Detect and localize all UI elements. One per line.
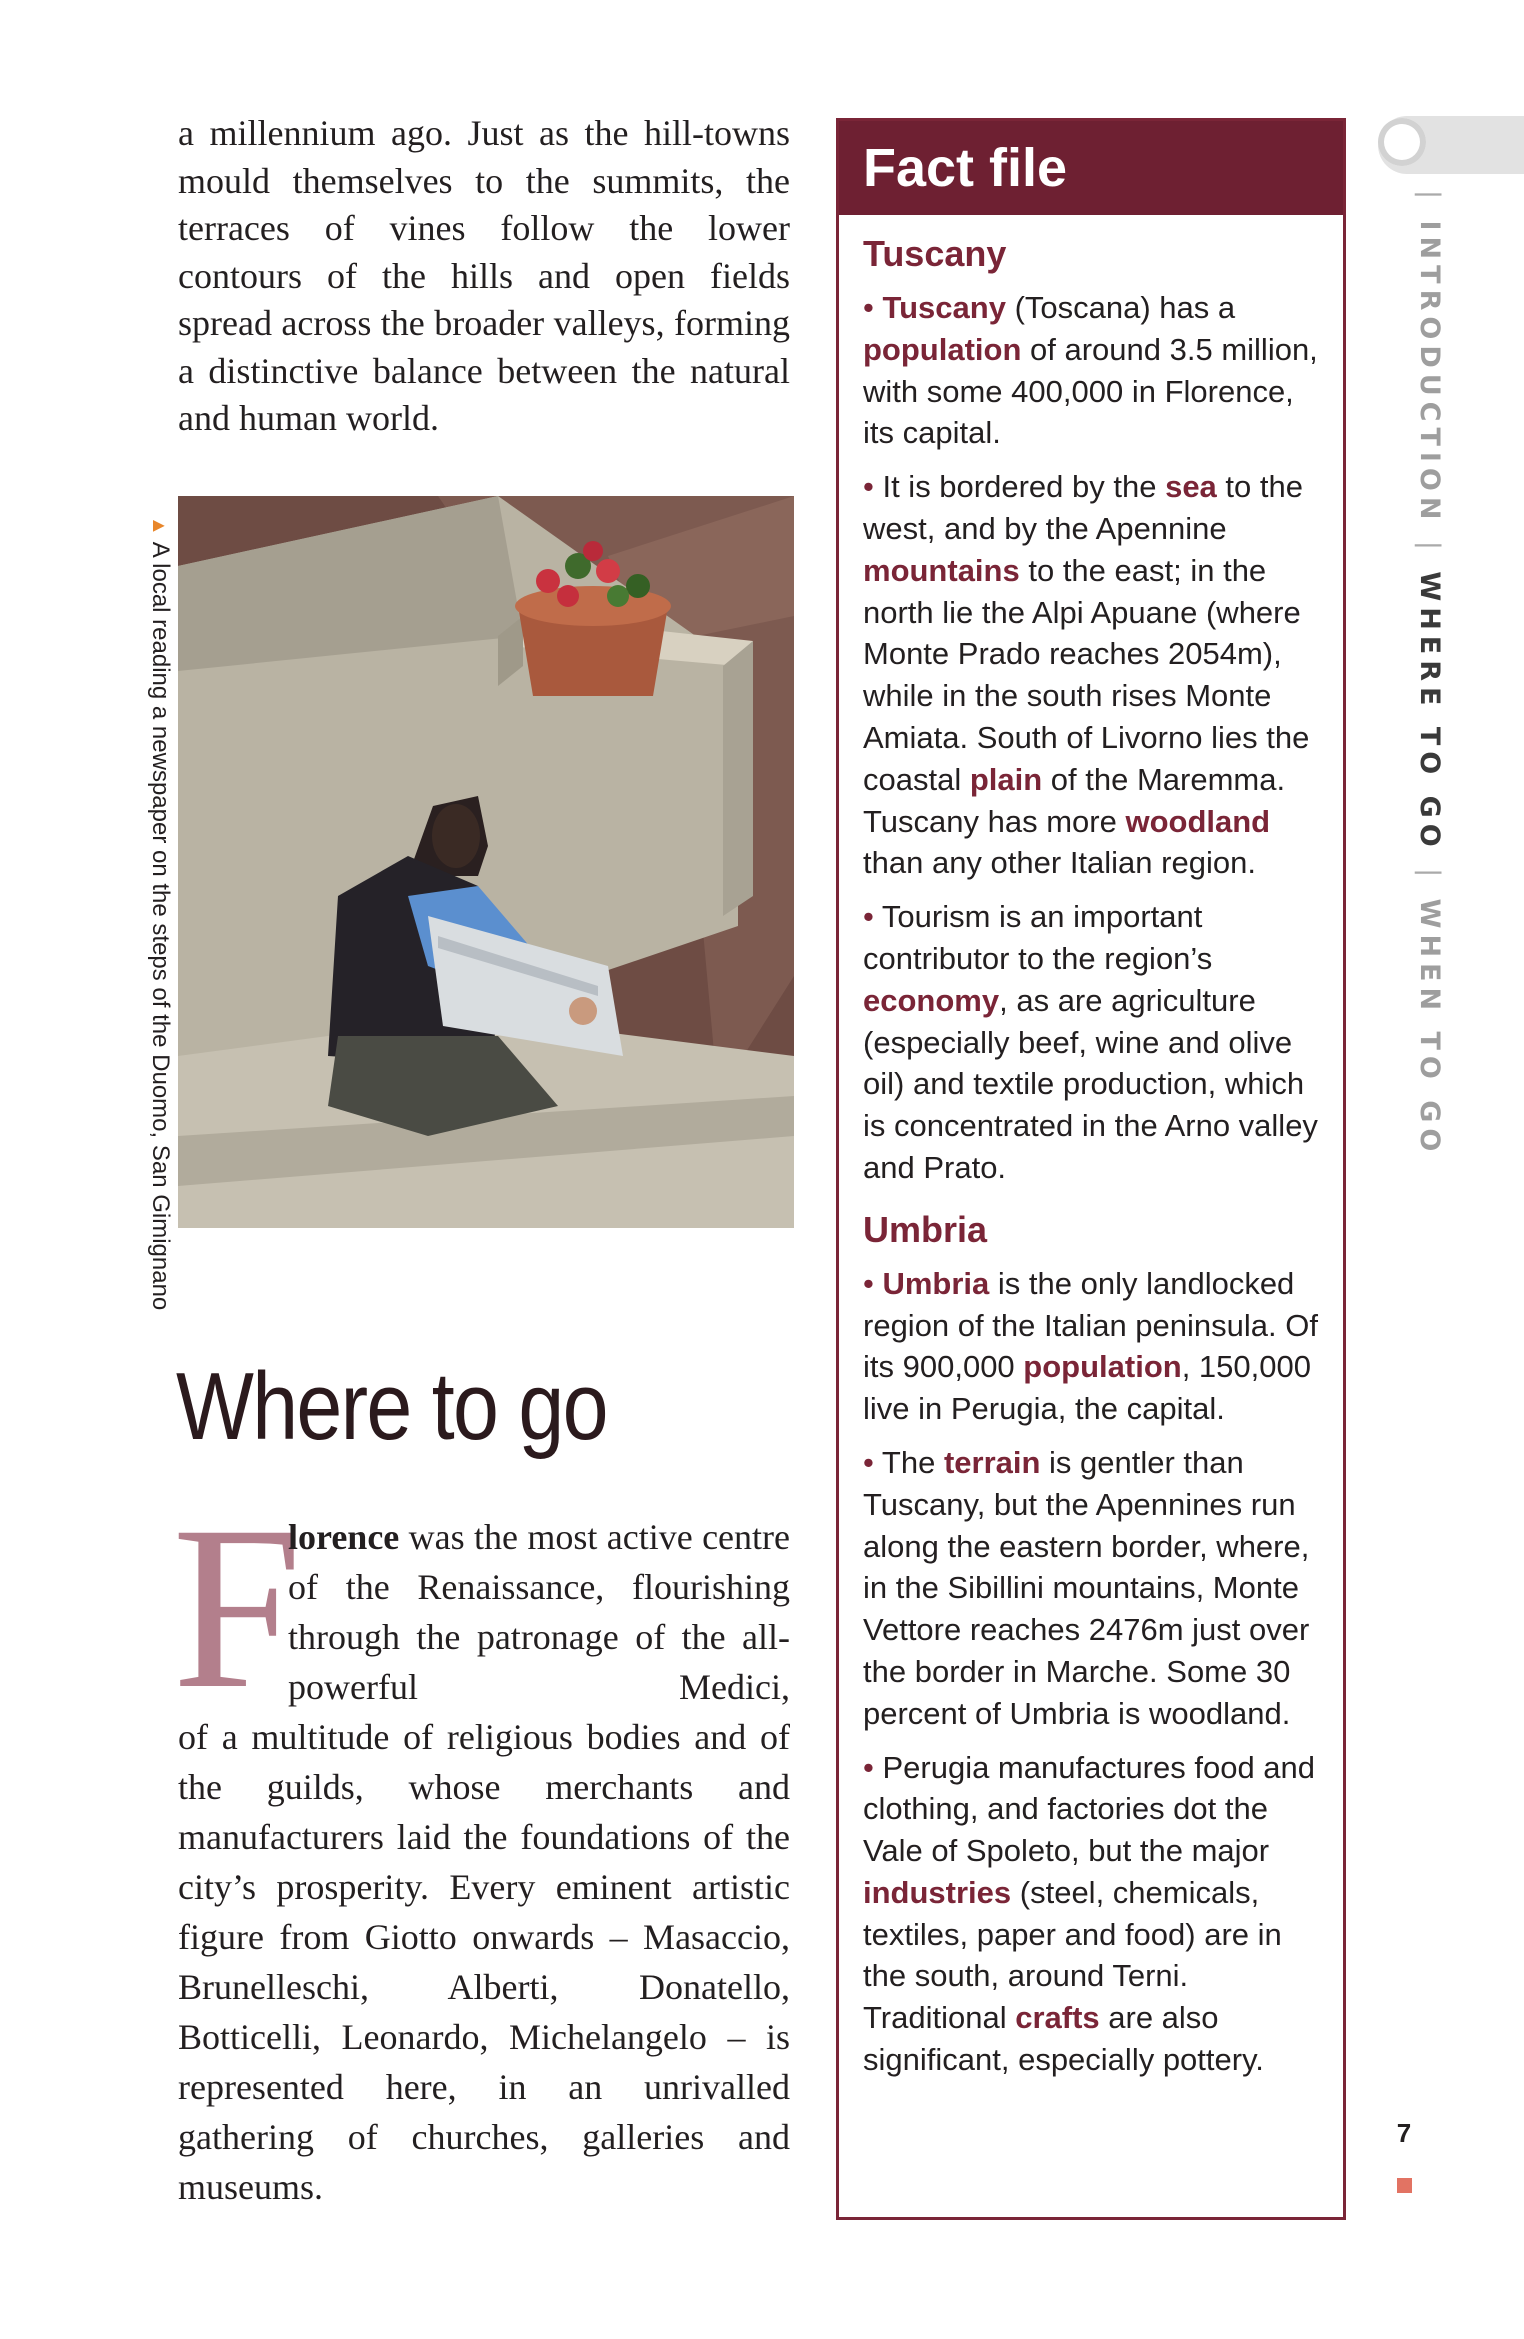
fact-keyword: mountains <box>863 552 1020 588</box>
fact-keyword: Tuscany <box>882 290 1006 325</box>
nav-item-when-to-go[interactable]: WHEN TO GO <box>1414 898 1445 1158</box>
section-nav-labels <box>1405 190 1453 1158</box>
page-marker <box>1397 2178 1412 2193</box>
fact-item <box>863 287 1321 454</box>
drop-cap: F <box>172 1477 303 1737</box>
nav-item-introduction[interactable]: INTRODUCTION <box>1414 220 1445 526</box>
fact-file-title: Fact file <box>839 121 1343 215</box>
fact-text: to the west, and by the Apennine <box>863 469 1303 546</box>
photo-man-reading-newspaper <box>178 496 794 1228</box>
fact-keyword: population <box>863 331 1022 367</box>
fact-text: than any other Italian region. <box>863 845 1256 881</box>
section-nav <box>1405 190 1455 1158</box>
fact-file-box <box>836 118 1346 2220</box>
section-heading: Where to go <box>176 1353 607 1460</box>
nav-separator: | <box>1414 540 1445 556</box>
fact-text: The <box>881 1444 944 1480</box>
circle-icon <box>1378 118 1426 166</box>
fact-item <box>863 1442 1321 1735</box>
fact-item <box>863 466 1321 884</box>
fact-keyword: economy <box>863 982 1000 1018</box>
bullet-icon: • <box>863 1444 882 1480</box>
fact-keyword: plain <box>969 761 1043 797</box>
fact-text: Perugia manufactures food and clothing, and factories dot the Vale of Spoleto, but the major <box>863 1749 1316 1869</box>
photo-caption <box>138 516 178 1316</box>
page-number: 7 <box>1396 2118 1412 2148</box>
bullet-icon: • <box>863 1749 883 1785</box>
caption-arrow-icon: ▲ <box>148 516 170 536</box>
fact-item <box>863 896 1321 1189</box>
fact-text: of the Maremma. Tuscany has more <box>863 761 1286 839</box>
fact-text: is the only landlocked region of the Italian peninsula. Of its 900,000 <box>863 1265 1318 1385</box>
run-in-word: lorence <box>288 1517 400 1557</box>
nav-separator: | <box>1414 190 1445 206</box>
fact-text: , 150,000 live in Perugia, the capital. <box>863 1349 1311 1427</box>
nav-item-where-to-go[interactable]: WHERE TO GO <box>1414 571 1445 853</box>
fact-text: (Toscana) has a <box>1005 290 1236 325</box>
bullet-icon: • <box>863 469 883 505</box>
fact-keyword: industries <box>863 1874 1012 1910</box>
fact-section-title: Tuscany <box>863 233 1007 274</box>
fact-text: is gentler than Tuscany, but the Apennines run along the eastern border, where, in the Sibillini mountains, Monte Vettore reaches 2476m just over the border in Marche. Some 30 percent of Umbria is woodland. <box>863 1444 1310 1731</box>
body-first-lines <box>288 1512 790 1712</box>
bullet-icon: • <box>863 1265 883 1301</box>
caption-text: A local reading a newspaper on the steps of the Duomo, San Gimignano <box>147 541 174 1311</box>
fact-item <box>863 1747 1321 2081</box>
fact-text: Tourism is an important contributor to the region’s <box>863 899 1213 976</box>
nav-separator: | <box>1414 868 1445 884</box>
fact-text: , as are agriculture (especially beef, wine and olive oil) and textile production, which is concentrated in the Arno valley and Prato. <box>863 982 1318 1185</box>
intro-paragraph: a millennium ago. Just as the hill-towns mould themselves to the summits, the terraces of vines follow the lower contours of the hills and open fields spread across the broader valleys, forming a distinctive balance between the natural and human world. <box>178 113 790 438</box>
body-first-text: was the most active centre of the Renaissance, flourishing through the patronage of the all-powerful Medici, <box>288 1517 790 1707</box>
fact-file-content <box>839 215 1343 2081</box>
fact-item <box>863 1263 1321 1430</box>
fact-keyword: population <box>1023 1349 1182 1385</box>
fact-text: are also significant, especially pottery. <box>863 2000 1264 2078</box>
fact-text: to the east; in the north lie the Alpi Apuane (where Monte Prado reaches 2054m), while in the south rises Monte Amiata. South of Livorno lies the coastal <box>863 552 1310 797</box>
fact-section-title: Umbria <box>863 1208 988 1250</box>
body-paragraph: of a multitude of religious bodies and of the guilds, whose merchants and manufacturers laid the foundations of the city’s prosperity. Every eminent artistic figure from Giotto onwards – Masaccio, Brunelleschi, Alberti, Donatello, Botticelli, Leonardo, Michelangelo – is represented here, in an unrivalled gathering of churches, galleries and museums. <box>178 1717 790 2207</box>
fact-keyword: sea <box>1165 469 1217 505</box>
bullet-icon: • <box>863 899 882 935</box>
fact-keyword: terrain <box>943 1444 1041 1480</box>
fact-keyword: woodland <box>1125 803 1271 839</box>
fact-text: It is bordered by the <box>882 469 1166 505</box>
fact-keyword: crafts <box>1015 2000 1100 2036</box>
fact-text: of around 3.5 million, with some 400,000 in Florence, its capital. <box>863 331 1318 451</box>
fact-keyword: Umbria <box>882 1265 990 1301</box>
fact-text: (steel, chemicals, textiles, paper and food) are in the south, around Terni. Traditional <box>863 1874 1282 2036</box>
bullet-icon: • <box>863 290 883 325</box>
